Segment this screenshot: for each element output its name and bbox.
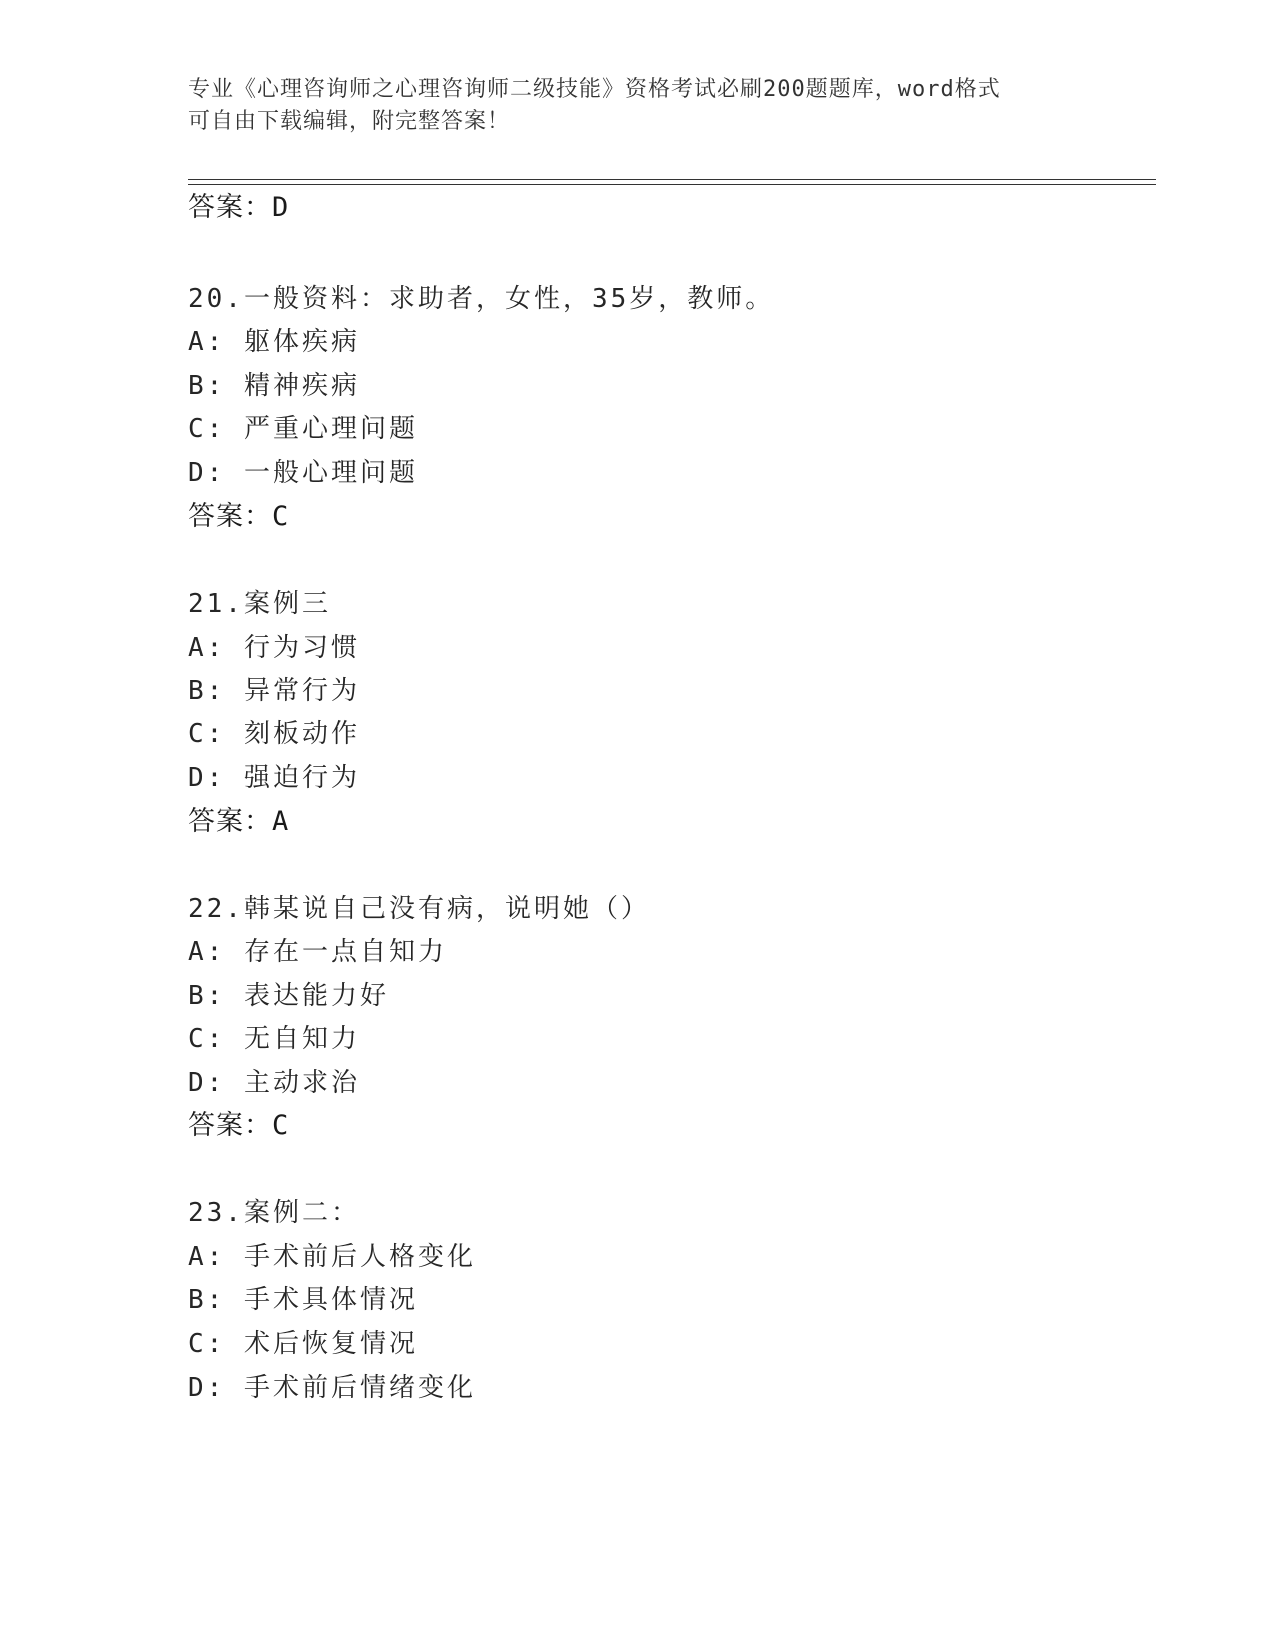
answer: 答案：C — [188, 1110, 290, 1141]
header-line-1: 专业《心理咨询师之心理咨询师二级技能》资格考试必刷200题题库，word格式 — [188, 77, 1001, 102]
question-stem: 20.一般资料：求助者，女性，35岁，教师。 — [188, 284, 775, 314]
option-b: B: 精神疾病 — [188, 371, 360, 401]
header-divider-bottom — [188, 184, 1156, 185]
document-header — [188, 74, 1088, 138]
option-d: D: 主动求治 — [188, 1068, 360, 1098]
option-c: C: 无自知力 — [188, 1024, 360, 1054]
option-d: D: 强迫行为 — [188, 763, 360, 793]
question-stem: 23.案例二： — [188, 1198, 360, 1228]
option-a: A: 躯体疾病 — [188, 327, 360, 357]
header-divider-top — [188, 179, 1156, 180]
option-d: D: 一般心理问题 — [188, 458, 418, 488]
header-line-2: 可自由下载编辑，附完整答案！ — [188, 109, 511, 134]
option-b: B: 表达能力好 — [188, 981, 389, 1011]
option-a: A: 手术前后人格变化 — [188, 1242, 476, 1272]
option-c: C: 术后恢复情况 — [188, 1329, 418, 1359]
question-stem: 22.韩某说自己没有病，说明她（） — [188, 894, 650, 924]
option-a: A: 行为习惯 — [188, 633, 360, 663]
question-stem: 21.案例三 — [188, 589, 331, 619]
option-b: B: 手术具体情况 — [188, 1285, 418, 1315]
option-c: C: 严重心理问题 — [188, 414, 418, 444]
option-c: C: 刻板动作 — [188, 719, 360, 749]
answer: 答案：A — [188, 806, 290, 837]
answer: 答案：C — [188, 501, 290, 532]
previous-answer: 答案：D — [188, 192, 290, 223]
option-a: A: 存在一点自知力 — [188, 937, 447, 967]
option-d: D: 手术前后情绪变化 — [188, 1373, 476, 1403]
option-b: B: 异常行为 — [188, 676, 360, 706]
